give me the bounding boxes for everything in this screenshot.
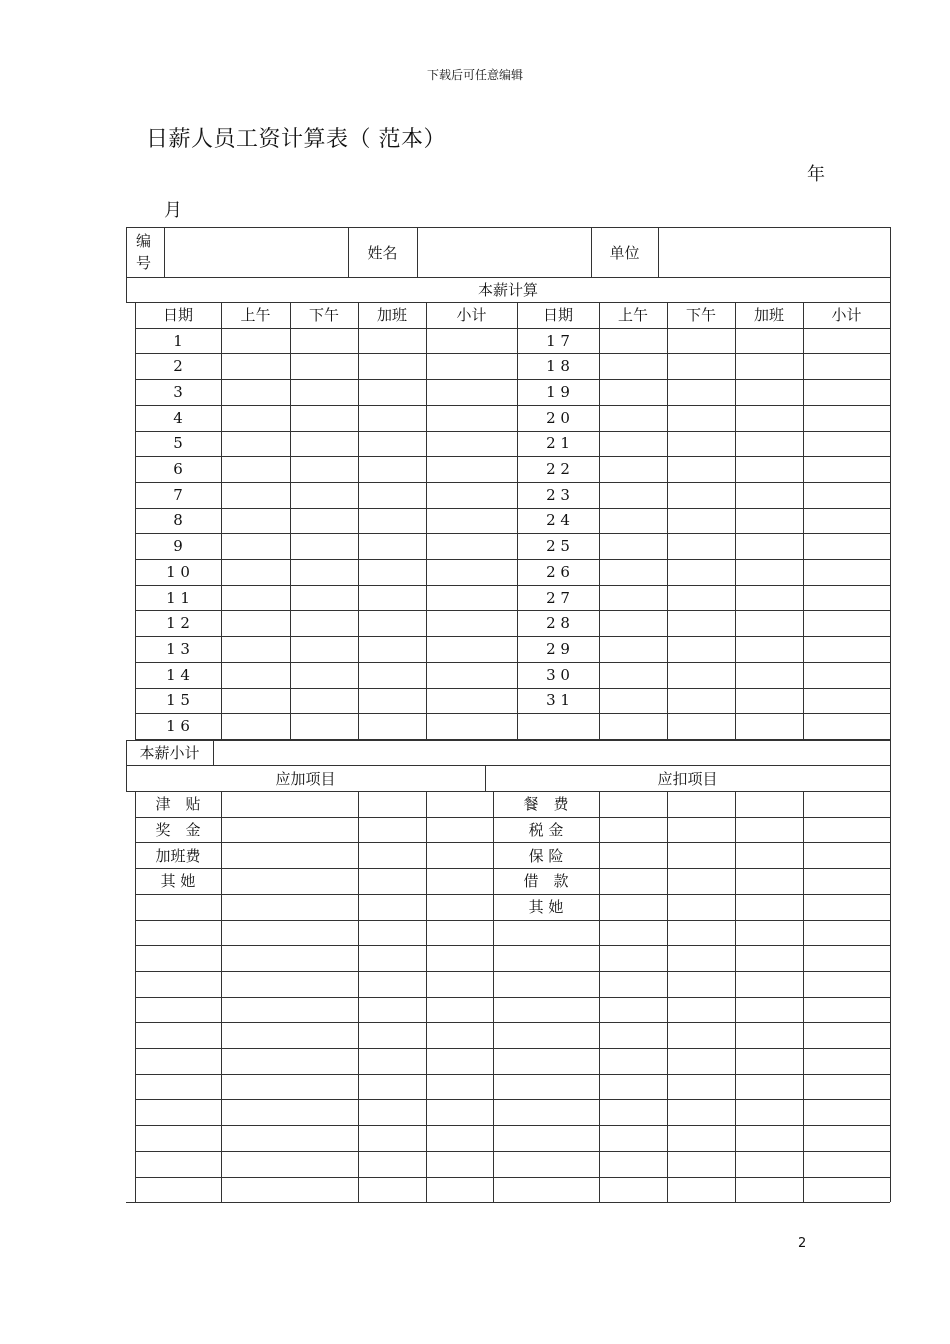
grid-line: [735, 302, 736, 740]
grid-line: [135, 1177, 890, 1178]
grid-line: [126, 740, 890, 741]
month-label: 月: [164, 200, 182, 221]
grid-line: [135, 713, 890, 714]
grid-line: [135, 688, 890, 689]
grid-line: [126, 227, 890, 228]
day-cell: 2 6: [546, 562, 570, 581]
deduction-item: 借 款: [523, 872, 569, 891]
day-cell: 2 4: [546, 511, 570, 530]
grid-line: [890, 791, 891, 1202]
column-header: 上午: [617, 306, 648, 325]
day-cell: 3 1: [546, 691, 570, 710]
column-header: 上午: [240, 306, 271, 325]
grid-line: [221, 302, 222, 740]
column-header: 小计: [831, 306, 862, 325]
name-label: 姓名: [367, 243, 398, 262]
day-cell: 1 1: [166, 588, 190, 607]
header-note: 下载后可任意编辑: [426, 68, 523, 82]
grid-line: [164, 227, 165, 277]
grid-line: [135, 559, 890, 560]
deduction-item: 税 金: [528, 821, 564, 840]
day-cell: 2 2: [546, 460, 570, 479]
column-header: 加班: [753, 306, 784, 325]
grid-line: [599, 302, 600, 740]
grid-line: [803, 302, 804, 740]
grid-line: [135, 610, 890, 611]
section-base-calc: 本薪计算: [477, 281, 538, 299]
day-cell: 2 5: [546, 537, 570, 556]
day-cell: 1 2: [166, 614, 190, 633]
column-header: 下午: [685, 306, 716, 325]
day-cell: 6: [173, 460, 183, 479]
grid-line: [135, 482, 890, 483]
grid-line: [135, 971, 890, 972]
grid-line: [126, 1202, 135, 1203]
day-cell: 1 5: [166, 691, 190, 710]
day-cell: 1 3: [166, 639, 190, 658]
day-cell: 1 8: [546, 357, 570, 376]
grid-line: [135, 533, 890, 534]
grid-line: [135, 431, 890, 432]
grid-line: [213, 740, 214, 765]
page-title: 日薪人员工资计算表（ 范本）: [146, 127, 446, 152]
grid-line: [426, 302, 427, 740]
column-header: 日期: [542, 306, 573, 325]
grid-line: [135, 379, 890, 380]
grid-line: [417, 227, 418, 277]
addition-item: 奖 金: [155, 821, 201, 840]
day-cell: 2 0: [546, 408, 570, 427]
grid-line: [658, 227, 659, 277]
day-cell: 4: [173, 408, 183, 427]
year-label: 年: [807, 164, 825, 185]
column-header: 加班: [376, 306, 407, 325]
day-cell: 9: [173, 537, 183, 556]
grid-line: [135, 353, 890, 354]
base-subtotal-label: 本薪小计: [139, 744, 200, 762]
day-cell: 7: [173, 485, 183, 504]
grid-line: [135, 1048, 890, 1049]
day-cell: 1 6: [166, 717, 190, 736]
grid-line: [135, 1125, 890, 1126]
grid-line: [135, 1099, 890, 1100]
grid-line: [135, 662, 890, 663]
day-cell: 2: [173, 357, 183, 376]
day-cell: 1 0: [166, 562, 190, 581]
unit-label: 单位: [609, 243, 640, 262]
grid-line: [135, 1022, 890, 1023]
grid-line: [135, 585, 890, 586]
day-cell: 1 7: [546, 331, 570, 350]
grid-line: [667, 302, 668, 740]
deduction-item: 保 险: [528, 846, 564, 865]
deductions-header: 应扣项目: [657, 769, 718, 788]
page-number: 2: [798, 1236, 807, 1251]
day-cell: 3: [173, 382, 183, 401]
grid-line: [135, 997, 890, 998]
additions-header: 应加项目: [275, 769, 336, 788]
grid-line: [135, 1074, 890, 1075]
id-label: 编号: [136, 232, 152, 272]
addition-item: 其 她: [160, 872, 196, 891]
grid-line: [135, 1202, 890, 1203]
addition-item: 加班费: [155, 846, 201, 865]
day-cell: 8: [173, 511, 183, 530]
grid-line: [135, 405, 890, 406]
grid-line: [135, 328, 890, 329]
grid-line: [135, 945, 890, 946]
addition-item: 津 贴: [155, 795, 201, 814]
column-header: 小计: [456, 306, 487, 325]
grid-line: [290, 302, 291, 740]
grid-line: [135, 636, 890, 637]
day-cell: 3 0: [546, 665, 570, 684]
grid-line: [135, 1151, 890, 1152]
day-cell: 2 1: [546, 434, 570, 453]
deduction-item: 其 她: [528, 898, 564, 917]
column-header: 日期: [162, 306, 193, 325]
grid-line: [135, 920, 890, 921]
day-cell: [517, 713, 599, 739]
day-cell: 1: [173, 331, 183, 350]
day-cell: 2 7: [546, 588, 570, 607]
grid-line: [135, 508, 890, 509]
grid-line: [890, 302, 891, 740]
day-cell: 2 3: [546, 485, 570, 504]
day-cell: 1 4: [166, 665, 190, 684]
column-header: 下午: [308, 306, 339, 325]
day-cell: 5: [173, 434, 183, 453]
grid-line: [135, 456, 890, 457]
day-cell: 2 8: [546, 614, 570, 633]
deduction-item: 餐 费: [523, 795, 569, 814]
day-cell: 2 9: [546, 639, 570, 658]
grid-line: [358, 302, 359, 740]
day-cell: 1 9: [546, 382, 570, 401]
